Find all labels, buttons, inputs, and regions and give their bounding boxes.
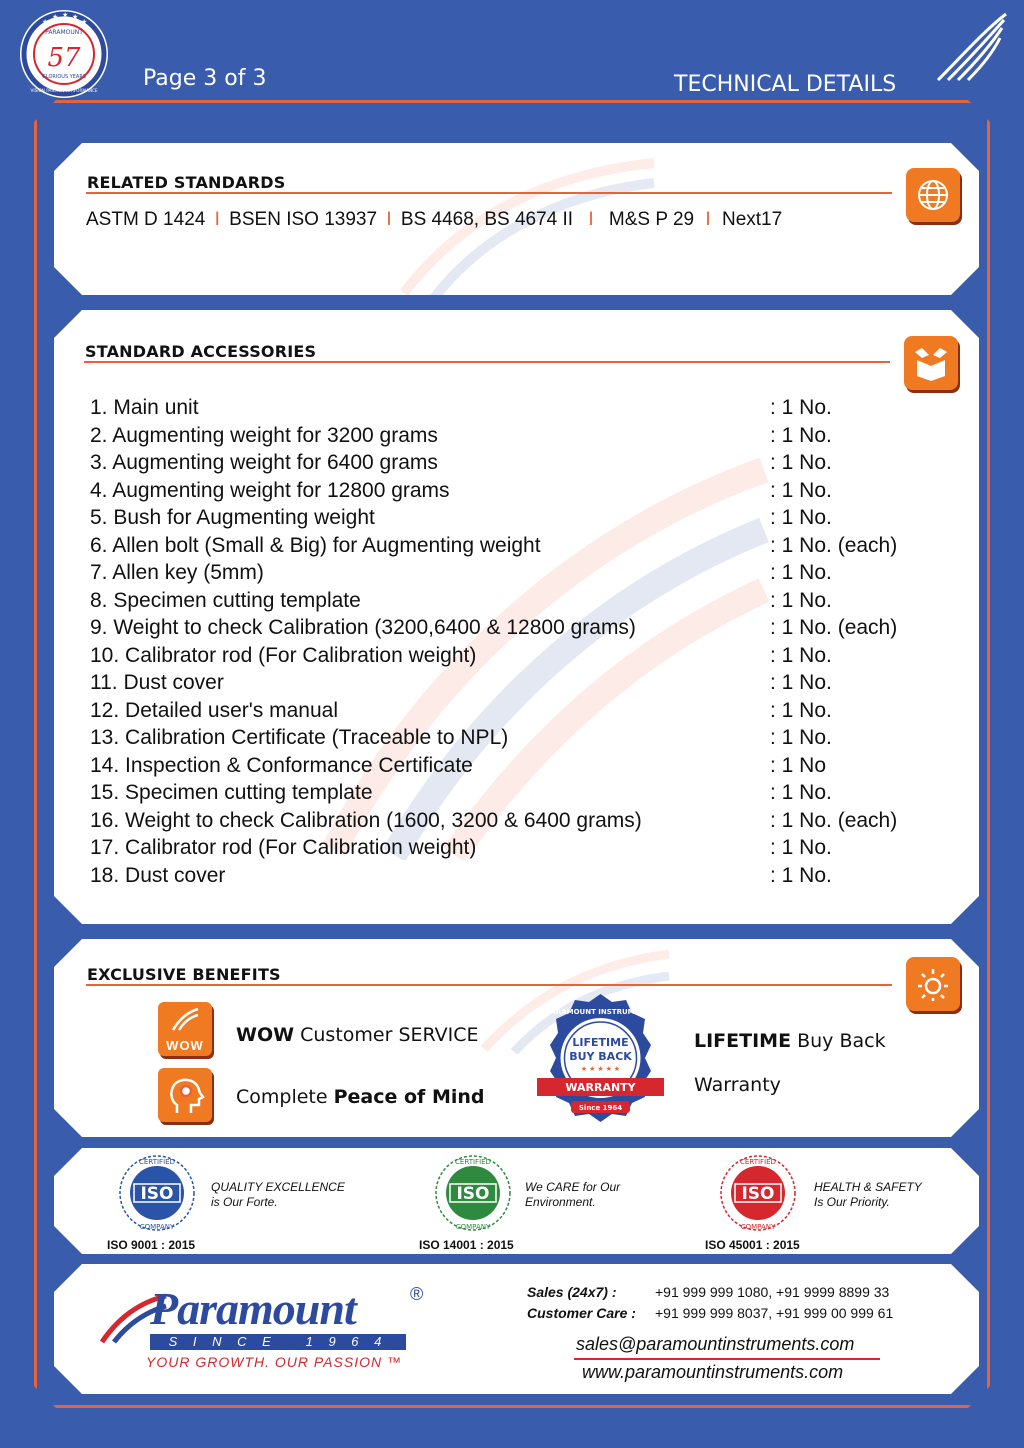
peace-bold: Peace of Mind <box>333 1086 485 1108</box>
sales-value: +91 999 999 1080, +91 9999 8899 33 <box>655 1284 890 1300</box>
iso-caption: ISO 9001 : 2015 <box>107 1238 196 1252</box>
badge-ring-top: PARAMOUNT <box>45 29 83 36</box>
lifetime-rest: Buy Back <box>791 1030 886 1052</box>
badge-ring-sub: GLORIOUS YEARS <box>41 74 87 80</box>
footer-rule <box>574 1358 880 1360</box>
svg-text:COMPANY: COMPANY <box>139 1223 175 1231</box>
accessory-qty: : 1 No. <box>770 423 832 447</box>
accessory-label: 5. Bush for Augmenting weight <box>90 506 375 529</box>
head-mind-icon <box>158 1068 212 1122</box>
accessory-qty: : 1 No. <box>770 836 832 859</box>
wow-benefit-text <box>236 1024 479 1046</box>
globe-icon <box>906 168 960 222</box>
accessory-qty: : 1 No. <box>770 698 832 722</box>
list-item <box>90 642 897 670</box>
iso-desc-line2: Is Our Priority. <box>814 1195 890 1209</box>
svg-text:CERTIFIED: CERTIFIED <box>139 1158 175 1166</box>
wow-rest: Customer SERVICE <box>294 1024 479 1046</box>
accessory-qty: : 1 No. <box>770 478 832 502</box>
accessory-qty: : 1 No. <box>770 643 832 667</box>
svg-text:CERTIFIED: CERTIFIED <box>740 1158 776 1166</box>
svg-text:COMPANY: COMPANY <box>740 1223 776 1231</box>
accessory-label: 1. Main unit <box>90 396 199 419</box>
accessory-qty: : 1 No. (each) <box>770 533 898 557</box>
list-item <box>90 394 897 422</box>
svg-text:ISO: ISO <box>741 1184 775 1204</box>
list-item <box>90 834 897 862</box>
accessory-qty: : 1 No. (each) <box>770 616 898 639</box>
list-item <box>90 669 897 697</box>
svg-text:ISO: ISO <box>456 1184 490 1204</box>
iso-desc-line1: We CARE for Our <box>525 1180 621 1194</box>
accessory-label: 2. Augmenting weight for 3200 grams <box>90 423 438 447</box>
accessories-title: STANDARD ACCESSORIES <box>85 342 317 361</box>
svg-text:★: ★ <box>72 14 79 21</box>
brand-name: Paramount <box>150 1283 356 1334</box>
list-item <box>90 504 897 532</box>
accessory-label: 3. Augmenting weight for 6400 grams <box>90 451 438 474</box>
svg-text:★: ★ <box>42 19 49 26</box>
list-item <box>90 532 897 560</box>
list-item <box>90 807 897 835</box>
standard-item: BS 4468, BS 4674 II <box>400 209 574 230</box>
wow-icon <box>158 1002 212 1056</box>
list-item <box>90 697 897 725</box>
iso-description <box>814 1180 922 1210</box>
seal-line1: LIFETIME <box>572 1036 629 1049</box>
accessory-qty: : 1 No. <box>770 396 832 419</box>
accessory-qty: : 1 No. <box>770 671 832 694</box>
accessory-qty: : 1 No. <box>770 451 832 474</box>
standards-line: ASTM D 1424 I BSEN ISO 13937 I BS 4468, BS 4674 II I M&S P 29 I Next17 <box>86 209 783 230</box>
accessory-qty: : 1 No. <box>770 506 832 529</box>
accessories-rule <box>84 361 890 363</box>
list-item <box>90 477 897 505</box>
accessory-label: 14. Inspection & Conformance Certificate <box>90 753 473 777</box>
list-item <box>90 862 897 890</box>
care-label: Customer Care : <box>527 1305 636 1321</box>
iso-description <box>525 1180 620 1210</box>
benefits-rule <box>86 984 892 986</box>
accessory-label: 15. Specimen cutting template <box>90 781 373 804</box>
accessories-list <box>90 394 897 889</box>
swoosh-logo-icon <box>930 8 1010 88</box>
svg-text:★: ★ <box>62 12 69 19</box>
lifetime-warranty-seal <box>533 992 668 1127</box>
care-value: +91 999 999 8037, +91 999 00 999 61 <box>655 1305 894 1321</box>
accessory-label: 8. Specimen cutting template <box>90 588 361 612</box>
anniversary-badge <box>18 8 110 100</box>
related-standards-rule <box>86 192 892 194</box>
badge-number: 57 <box>47 43 81 73</box>
accessory-label: 7. Allen key (5mm) <box>90 561 264 584</box>
wow-icon-label: WOW <box>166 1038 204 1053</box>
iso-certified-icon <box>434 1154 512 1232</box>
section-heading: TECHNICAL DETAILS <box>674 72 897 97</box>
list-item <box>90 559 897 587</box>
seal-stars: ★ ★ ★ ★ ★ <box>580 1066 621 1073</box>
seal-ring-text: PARAMOUNT INSTRUMENTS <box>545 1008 656 1016</box>
accessory-label: 12. Detailed user's manual <box>90 698 338 722</box>
wow-bold: WOW <box>236 1024 295 1046</box>
email-link[interactable]: sales@paramountinstruments.com <box>576 1334 855 1354</box>
box-icon <box>904 336 958 390</box>
accessory-qty: : 1 No. <box>770 863 832 887</box>
svg-text:ISO: ISO <box>140 1184 174 1204</box>
peace-pre: Complete <box>236 1086 334 1108</box>
accessory-qty: : 1 No. <box>770 781 832 804</box>
iso-caption: ISO 45001 : 2015 <box>705 1238 800 1252</box>
iso-desc-line1: HEALTH & SAFETY <box>814 1180 922 1194</box>
iso-desc-line1: QUALITY EXCELLENCE <box>211 1180 345 1194</box>
iso-description <box>211 1180 345 1210</box>
website-link[interactable]: www.paramountinstruments.com <box>582 1362 844 1382</box>
iso-desc-line2: is Our Forte. <box>211 1195 278 1209</box>
iso-desc-line2: Environment. <box>525 1195 596 1209</box>
seal-since: Since 1964 <box>578 1104 623 1112</box>
seal-ribbon: WARRANTY <box>565 1081 636 1094</box>
list-item <box>90 422 897 450</box>
accessory-label: 10. Calibrator rod (For Calibration weight) <box>90 643 477 667</box>
sunburst-icon <box>906 957 960 1011</box>
warranty-text: Warranty <box>694 1074 781 1096</box>
accessory-qty: : 1 No. <box>770 561 832 584</box>
lifetime-benefit-text <box>694 1030 886 1052</box>
accessory-label: 17. Calibrator rod (For Calibration weight) <box>90 836 477 859</box>
accessory-label: 11. Dust cover <box>90 671 224 694</box>
accessory-qty: : 1 No <box>770 753 827 777</box>
tagline: YOUR GROWTH. OUR PASSION ™ <box>146 1354 402 1370</box>
list-item <box>90 752 897 780</box>
badge-ring-bottom: VISION PASSION PERFORMANCE <box>30 88 98 93</box>
standard-item: M&S P 29 <box>608 209 695 230</box>
standard-item: ASTM D 1424 <box>86 209 206 230</box>
sales-label: Sales (24x7) : <box>527 1284 617 1300</box>
seal-line2: BUY BACK <box>569 1050 632 1063</box>
svg-text:★: ★ <box>52 14 59 21</box>
iso-caption: ISO 14001 : 2015 <box>419 1238 514 1252</box>
paramount-logo <box>98 1282 438 1378</box>
list-item <box>90 449 897 477</box>
accessory-label: 9. Weight to check Calibration (3200,6400 & 12800 grams) <box>90 616 636 639</box>
iso-certified-icon <box>719 1154 797 1232</box>
list-item <box>90 614 897 642</box>
accessory-qty: : 1 No. <box>770 588 832 612</box>
standard-item: Next17 <box>721 209 783 230</box>
svg-text:★: ★ <box>81 19 88 26</box>
care-row <box>527 1305 894 1321</box>
page-label: Page 3 of 3 <box>143 66 267 91</box>
accessory-qty: : 1 No. <box>770 726 832 749</box>
related-standards-title: RELATED STANDARDS <box>87 173 286 192</box>
peace-benefit-text <box>236 1086 485 1108</box>
lifetime-bold: LIFETIME <box>694 1030 792 1052</box>
accessory-label: 18. Dust cover <box>90 863 226 887</box>
benefits-title: EXCLUSIVE BENEFITS <box>87 965 281 984</box>
accessory-label: 13. Calibration Certificate (Traceable to NPL) <box>90 726 509 749</box>
sales-row <box>527 1284 890 1300</box>
accessory-label: 6. Allen bolt (Small & Big) for Augmenting weight <box>90 533 541 557</box>
list-item <box>90 724 897 752</box>
since-text: S I N C E 1 9 6 4 <box>168 1334 388 1349</box>
accessory-label: 16. Weight to check Calibration (1600, 3200 & 6400 grams) <box>90 808 642 832</box>
accessory-qty: : 1 No. (each) <box>770 808 898 832</box>
iso-certified-icon <box>118 1154 196 1232</box>
svg-text:CERTIFIED: CERTIFIED <box>455 1158 491 1166</box>
accessory-label: 4. Augmenting weight for 12800 grams <box>90 478 450 502</box>
svg-text:COMPANY: COMPANY <box>455 1223 491 1231</box>
registered-mark: ® <box>410 1284 424 1304</box>
since-bar <box>150 1334 406 1350</box>
list-item <box>90 779 897 807</box>
list-item <box>90 587 897 615</box>
standard-item: BSEN ISO 13937 <box>229 209 378 230</box>
